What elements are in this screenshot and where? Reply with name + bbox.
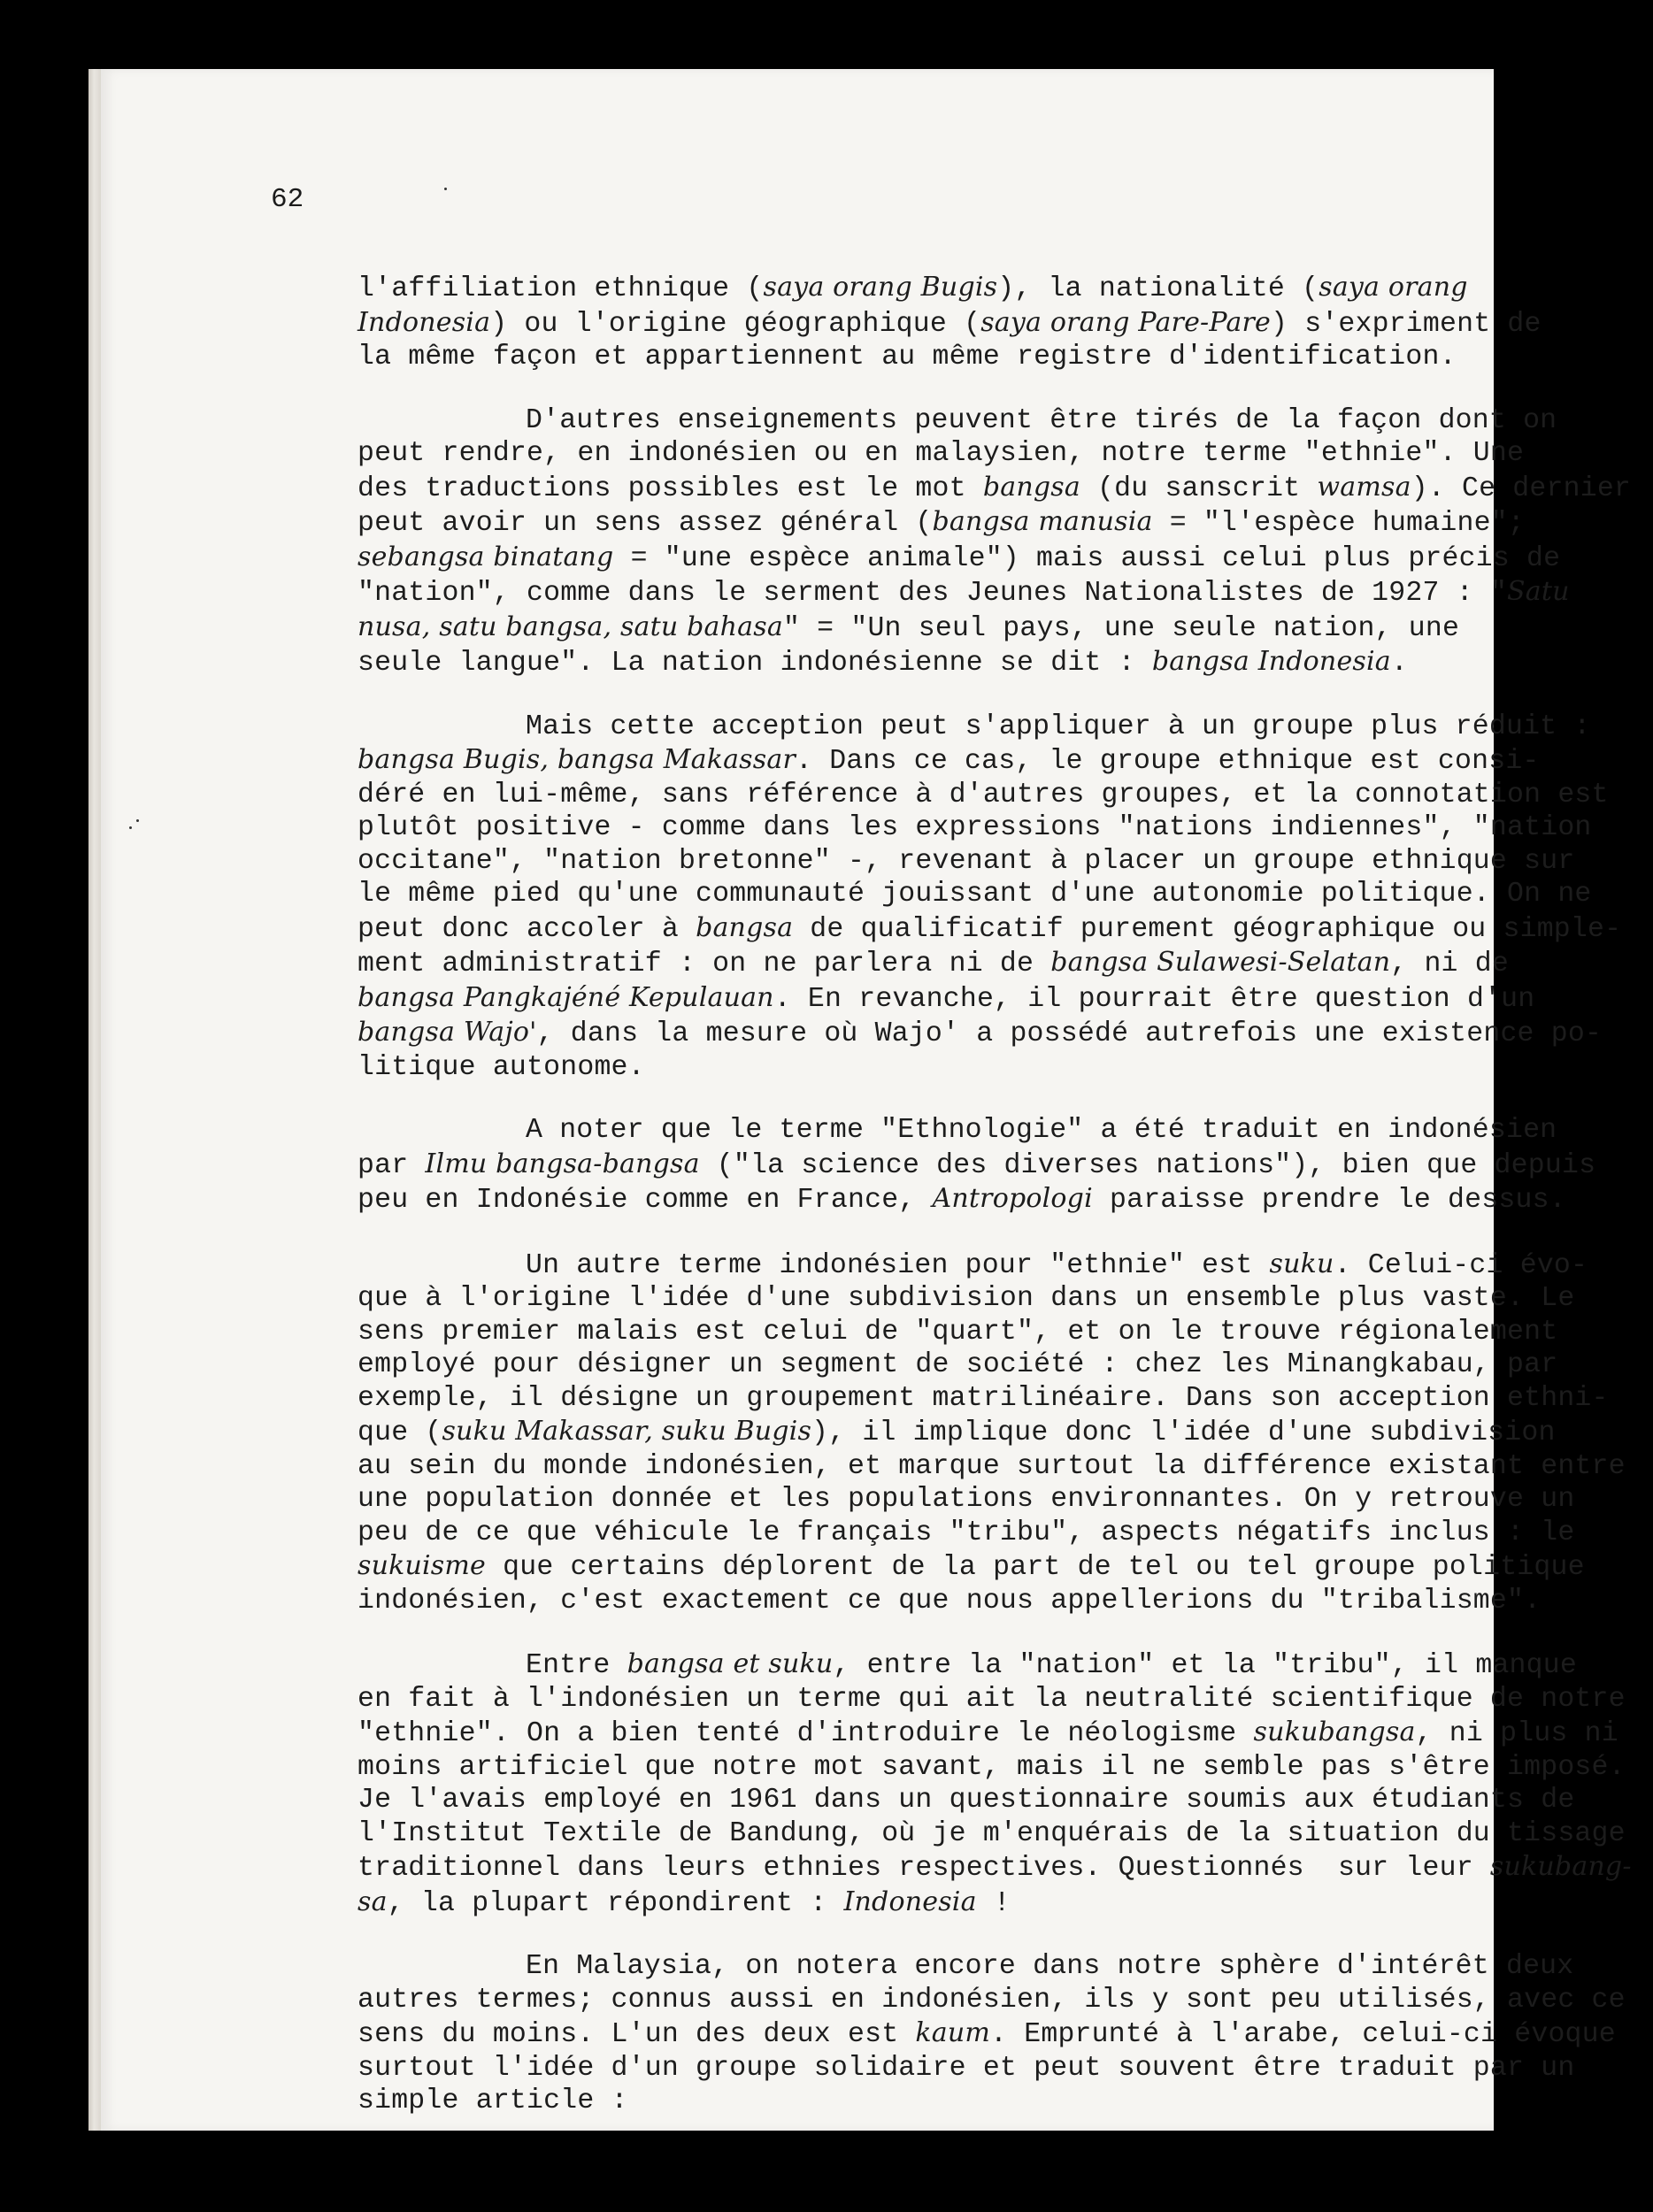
text-run: peut donc accoler à — [358, 913, 696, 945]
text-run: Mais cette acception peut s'appliquer à un groupe plus réduit : — [526, 710, 1591, 742]
text-run: employé pour désigner un segment de société : chez les Minangkabau, par — [358, 1349, 1558, 1380]
text-line — [358, 1886, 1428, 1921]
text-line — [358, 341, 1457, 374]
italic-term: sa — [358, 1886, 388, 1917]
text-run: = "une espèce animale") mais aussi celui plus précis de — [613, 542, 1561, 574]
ink-speck — [129, 826, 132, 829]
paragraph — [358, 1114, 1596, 1217]
paragraph — [358, 404, 1632, 680]
text-line — [358, 1316, 1558, 1349]
text-run: que certains déplorent de la part de tel ou tel groupe politique — [486, 1552, 1585, 1583]
text-run: , dans la mesure où Wajo' a possédé autrefois une existence po- — [536, 1018, 1603, 1049]
text-run: , ni plus ni — [1415, 1718, 1618, 1749]
paragraph — [358, 710, 1622, 1085]
text-run: déré en lui-même, sans référence à d'autres groupes, et la connotation est — [358, 779, 1609, 810]
text-line — [358, 1382, 1609, 1416]
text-line — [358, 271, 1468, 306]
text-run: . — [1390, 648, 1408, 679]
italic-term: bangsa Indonesia — [1151, 646, 1391, 677]
text-run: "ethnie". On a bien tenté d'introduire le néologisme — [358, 1718, 1254, 1749]
text-line — [358, 1549, 1585, 1585]
text-line — [358, 1817, 1626, 1851]
page-number: 62 — [271, 184, 304, 215]
italic-term: bangsa Pangkajéné Kepulauan — [358, 981, 774, 1013]
italic-term: suku Makassar, suku Bugis — [442, 1416, 812, 1447]
italic-term: Indonesia — [358, 306, 491, 338]
text-run: au sein du monde indonésien, et marque surtout la différence existant entre — [358, 1450, 1626, 1482]
text-run: Entre — [526, 1650, 627, 1681]
text-run: une population donnée et les populations environnantes. On y retrouve un — [358, 1484, 1575, 1515]
italic-term: Antropologi — [932, 1183, 1093, 1214]
text-line — [358, 1282, 1575, 1316]
italic-term: wamsa — [1317, 471, 1411, 503]
paragraph — [358, 1248, 1626, 1618]
italic-term: Ilmu bangsa-bangsa — [425, 1148, 700, 1179]
text-run: la même façon et appartiennent au même registre d'identification. — [358, 342, 1457, 373]
italic-term: bangsa Wajo' — [358, 1017, 537, 1048]
text-line — [358, 845, 1575, 879]
italic-term: Indonesia — [843, 1886, 977, 1917]
text-run: D'autres enseignements peuvent être tirés de la façon dont on — [526, 404, 1557, 436]
italic-term: saya orang Bugis — [763, 272, 998, 303]
text-run: , ni de — [1390, 949, 1509, 979]
text-run: peut rendre, en indonésien ou en malaysien, notre terme "ethnie". Une — [358, 438, 1525, 469]
text-line — [358, 946, 1509, 981]
text-line — [358, 575, 1570, 611]
italic-term: sukuisme — [358, 1550, 487, 1581]
text-run: . Celui-ci évo- — [1334, 1249, 1588, 1281]
text-line — [358, 1683, 1626, 1717]
italic-term: saya orang Pare-Pare — [980, 306, 1271, 338]
italic-term: Satu — [1507, 576, 1570, 607]
text-run: , la plupart répondirent : — [387, 1887, 844, 1919]
text-line — [358, 1984, 1626, 2017]
text-run: , entre la "nation" et la "tribu", il manque — [833, 1650, 1577, 1681]
text-run: litique autonome. — [358, 1051, 645, 1083]
text-line — [358, 878, 1592, 911]
text-line — [358, 743, 1540, 779]
italic-term: nusa, satu bangsa, satu bahasa — [358, 611, 783, 642]
text-run: que à l'origine l'idée d'une subdivision dans un ensemble plus vaste. Le — [358, 1283, 1575, 1314]
text-line — [358, 1950, 1574, 1984]
text-run: occitane", "nation bretonne" -, revenant à placer un groupe ethnique sur — [358, 845, 1575, 877]
text-run: En Malaysia, on notera encore dans notre sphère d'intérêt deux — [526, 1951, 1574, 1982]
text-run: . Emprunté à l'arabe, celui-ci évoque — [990, 2019, 1616, 2050]
text-run: le même pied qu'une communauté jouissant d'une autonomie politique. On ne — [358, 879, 1592, 910]
text-run: = "l'espèce humaine"; — [1152, 508, 1525, 539]
text-run: . En revanche, il pourrait être question d'un — [773, 983, 1535, 1015]
text-line — [358, 1784, 1575, 1817]
text-line — [358, 1415, 1556, 1450]
text-line — [358, 1016, 1603, 1051]
text-run: ) s'expriment de — [1270, 308, 1542, 340]
text-run: A noter que le terme "Ethnologie" a été traduit en indonésien — [526, 1115, 1557, 1146]
italic-term: bangsa Sulawesi-Selatan — [1050, 947, 1391, 978]
text-line — [358, 1051, 1428, 1085]
text-line — [358, 779, 1609, 812]
italic-term: bangsa manusia — [932, 506, 1153, 537]
text-line — [358, 911, 1622, 947]
text-line — [358, 1450, 1626, 1484]
italic-term: sukubang- — [1489, 1851, 1632, 1882]
text-run: ). Ce dernier — [1411, 472, 1632, 504]
text-line — [358, 1751, 1626, 1785]
text-line — [358, 1483, 1575, 1517]
text-run: sens premier malais est celui de "quart", et on le trouve régionalement — [358, 1316, 1558, 1348]
text-line — [358, 1716, 1618, 1751]
paragraph — [358, 1647, 1632, 1920]
ink-speck — [444, 188, 447, 190]
italic-term: sukubangsa — [1253, 1717, 1416, 1747]
paragraph — [358, 1950, 1626, 2118]
text-run: ! — [976, 1887, 1011, 1919]
text-run: en fait à l'indonésien un terme qui ait la neutralité scientifique de notre — [358, 1683, 1626, 1715]
text-line — [358, 541, 1561, 576]
text-run: surtout l'idée d'un groupe solidaire et peut souvent être traduit par un — [358, 2052, 1575, 2084]
text-run: l'affiliation ethnique ( — [358, 273, 764, 304]
text-run: ment administratif : on ne parlera ni de — [358, 949, 1051, 979]
text-run: de qualificatif purement géographique ou simple- — [793, 913, 1622, 945]
text-line — [358, 437, 1525, 471]
italic-term: sebangsa binatang — [358, 541, 614, 572]
italic-term: kaum — [915, 2017, 991, 2048]
ink-speck — [136, 819, 139, 822]
text-line — [358, 1114, 1557, 1148]
text-run: exemple, il désigne un groupement matrilinéaire. Dans son acception ethni- — [358, 1382, 1609, 1414]
text-run: plutôt positive - comme dans les expressions "nations indiennes", "nation — [358, 812, 1592, 843]
text-line — [358, 1647, 1577, 1683]
text-run: peut avoir un sens assez général ( — [358, 508, 933, 539]
italic-term: bangsa — [982, 471, 1080, 503]
text-run: ), il implique donc l'idée d'une subdivision — [811, 1417, 1556, 1448]
text-line — [358, 710, 1591, 744]
text-run: simple article : — [358, 2085, 628, 2116]
italic-term: saya orang — [1319, 272, 1468, 303]
text-line — [358, 2085, 1428, 2118]
text-line — [358, 2052, 1575, 2085]
italic-term: bangsa — [696, 911, 794, 943]
text-run: " = "Un seul pays, une seule nation, une — [782, 612, 1460, 644]
text-line — [358, 1850, 1632, 1886]
text-run: seule langue". La nation indonésienne se dit : — [358, 648, 1152, 679]
italic-term: suku — [1269, 1248, 1334, 1279]
text-run: traditionnel dans leurs ethnies respectives. Questionnés sur leur — [358, 1853, 1490, 1884]
text-line — [358, 1348, 1558, 1382]
text-line — [358, 404, 1557, 438]
text-line — [358, 1517, 1575, 1550]
text-run: Un autre terme indonésien pour "ethnie" est — [526, 1249, 1270, 1281]
text-run: l'Institut Textile de Bandung, où je m'enquérais de la situation du tissage — [358, 1817, 1626, 1849]
text-run: moins artificiel que notre mot savant, mais il ne semble pas s'être imposé. — [358, 1751, 1626, 1783]
text-line — [358, 471, 1632, 506]
text-line — [358, 2016, 1616, 2052]
text-run: sens du moins. L'un des deux est — [358, 2019, 916, 2050]
text-line — [358, 306, 1542, 342]
text-line — [358, 1148, 1596, 1183]
text-run: . Dans ce cas, le groupe ethnique est consi- — [796, 746, 1540, 777]
text-run: (du sanscrit — [1080, 472, 1318, 504]
text-line — [358, 1248, 1588, 1283]
text-run: peu en Indonésie comme en France, — [358, 1185, 933, 1216]
text-run: autres termes; connus aussi en indonésien, ils y sont peu utilisés, avec ce — [358, 1984, 1626, 2016]
text-run: ) ou l'origine géographique ( — [490, 308, 981, 340]
text-run: que ( — [358, 1417, 442, 1448]
text-line — [358, 1182, 1566, 1217]
text-run: des traductions possibles est le mot — [358, 472, 983, 504]
text-run: indonésien, c'est exactement ce que nous appellerions du "tribalisme". — [358, 1585, 1542, 1617]
text-line — [358, 1585, 1542, 1618]
text-run: "nation", comme dans le serment des Jeunes Nationalistes de 1927 : " — [358, 578, 1508, 609]
paragraph — [358, 271, 1542, 374]
text-line — [358, 505, 1525, 541]
body-text — [358, 271, 1632, 2148]
text-line — [358, 645, 1428, 680]
text-line — [358, 811, 1592, 845]
text-run: ("la science des diverses nations"), bien que depuis — [699, 1149, 1596, 1181]
text-run: par — [358, 1149, 426, 1181]
text-run: Je l'avais employé en 1961 dans un questionnaire soumis aux étudiants de — [358, 1785, 1575, 1816]
text-run: paraisse prendre le dessus. — [1092, 1185, 1566, 1216]
text-line — [358, 981, 1535, 1017]
italic-term: bangsa Bugis, bangsa Makassar — [358, 744, 796, 775]
italic-term: bangsa et suku — [627, 1648, 834, 1679]
text-run: peu de ce que véhicule le français "tribu", aspects négatifs inclus : le — [358, 1517, 1575, 1548]
text-run: ), la nationalité ( — [997, 273, 1319, 304]
text-line — [358, 611, 1460, 646]
